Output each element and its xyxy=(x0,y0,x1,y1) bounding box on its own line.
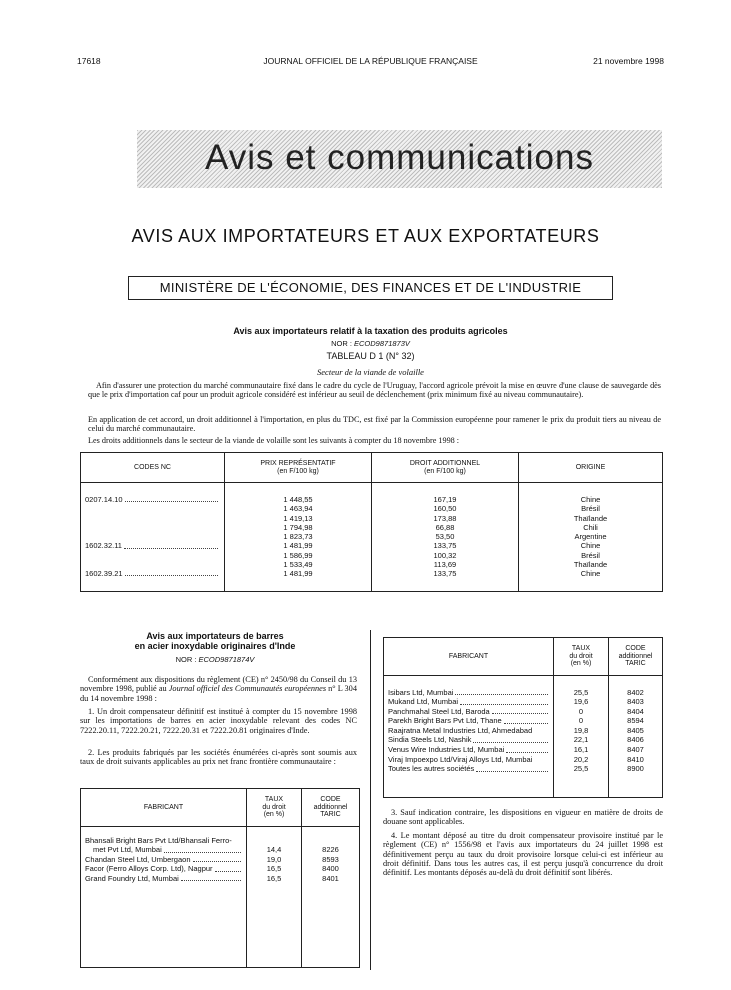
leader-dots xyxy=(181,874,241,882)
notice2-title xyxy=(80,631,350,651)
fabricant-name xyxy=(384,688,554,698)
publication-date: 21 novembre 1998 xyxy=(593,56,664,66)
notice2-nor xyxy=(80,655,350,664)
notice1-nor xyxy=(80,339,661,348)
code-entry xyxy=(85,495,220,504)
nc-code: 0207.14.10 xyxy=(85,495,123,504)
col-header-origine: ORIGINE xyxy=(519,453,663,483)
fabricant-name-text: Parekh Bright Bars Pvt Ltd, Thane xyxy=(388,716,502,726)
notice1-paragraph-1: Afin d'assurer une protection du marché communautaire fixé dans le cadre du cycle de l'Uruguay, l'accord agricole prévoit la mise en œuvre d'une clause de sauvegarde dès que le prix d'importation caf pour un produit agricole considéré est inférieur au seuil de déclenchement (prix minimum fixé au niveau communautaire). xyxy=(88,381,661,400)
leader-dots xyxy=(460,697,548,705)
droit-value: 100,32 xyxy=(433,550,457,560)
code-h2: additionnel xyxy=(313,803,348,811)
origine-value: Argentine xyxy=(574,532,607,542)
table-row xyxy=(384,764,663,774)
taux-value: 0 xyxy=(554,707,609,717)
origine-value: Brésil xyxy=(581,550,600,560)
taric-code: 8407 xyxy=(627,745,644,755)
table-row xyxy=(384,707,663,717)
taux-h1: TAUX xyxy=(264,795,284,803)
col-header-taux xyxy=(247,789,302,827)
section-banner xyxy=(137,130,662,188)
notice1-title: Avis aux importateurs relatif à la taxation des produits agricoles xyxy=(233,326,508,336)
prix-value: 1 481,99 xyxy=(283,541,313,551)
prix-value: 1 481,99 xyxy=(283,569,313,579)
table-body-row xyxy=(81,483,663,592)
col-header-taux xyxy=(554,638,609,676)
prix-value: 1 463,94 xyxy=(283,504,313,514)
fabricant-name xyxy=(384,716,554,726)
taric-code: 8406 xyxy=(627,735,644,745)
col-header-code xyxy=(302,789,360,827)
taric-code: 8410 xyxy=(627,754,644,764)
fabricant-name-text: Facor (Ferro Alloys Corp. Ltd), Nagpur xyxy=(85,864,213,874)
notice2-paragraph-1: 1. Un droit compensateur définitif est institué à compter du 15 novembre 1998 sur les importations de barres en acier inoxydable relevant des codes NC 7222.20.11, 7222.20.21, 7222.20.31 et 7222.20.81 originaires d'Inde. xyxy=(80,707,357,735)
prix-value: 1 823,73 xyxy=(283,532,313,542)
notice1-paragraph-3: Les droits additionnels dans le secteur de la viande de volaille sont les suivants à compter du 18 novembre 1998 : xyxy=(88,436,460,445)
column-divider xyxy=(370,630,371,970)
code-h2: additionnel xyxy=(618,652,653,660)
intro-journal-name: Journal officiel des Communautés européennes xyxy=(168,684,327,694)
leader-dots xyxy=(124,541,218,548)
droit-value: 173,88 xyxy=(433,513,457,523)
main-heading: AVIS AUX IMPORTATEURS ET AUX EXPORTATEURS xyxy=(131,226,600,246)
col-header-fabricant: FABRICANT xyxy=(81,789,247,827)
fabricant-name xyxy=(384,745,554,755)
origine-value: Chili xyxy=(583,522,598,532)
notice2-title-line2: en acier inoxydable originaires d'Inde xyxy=(134,641,296,651)
table-row xyxy=(81,874,360,884)
table-row xyxy=(384,745,663,755)
taric-code: 8593 xyxy=(322,854,339,864)
nor-label: NOR : xyxy=(331,339,355,348)
notice2-paragraph-4: 4. Le montant déposé au titre du droit compensateur provisoire institué par le règlement (CE) n° 1556/98 et l'avis aux importateurs du 24 juillet 1998 est définitivement perçu au taux du droit provisoire lorsque celui-ci est inférieur au droit définitif. Dans tous les autres cas, il est perçu jusqu'à concurrence du droit définitif. Les montants déposés au-delà du droit définitif sont libérés. xyxy=(383,831,663,878)
nor-code: ECOD9871873V xyxy=(354,339,410,348)
fabricant-name-text: Mukand Ltd, Mumbai xyxy=(388,697,459,707)
taux-h2: du droit xyxy=(569,652,593,660)
fabricant-name-text: Toutes les autres sociétés xyxy=(388,764,475,774)
taux-value: 25,5 xyxy=(554,764,609,774)
fabricant-name-text: Raajratna Metal Industries Ltd, Ahmedabad xyxy=(388,725,533,735)
table-row xyxy=(384,688,663,698)
droit-value: 53,50 xyxy=(435,532,455,542)
leader-dots xyxy=(476,764,548,772)
taux-h3: (en %) xyxy=(263,811,285,819)
table-row xyxy=(81,836,360,855)
notice2-paragraph-3: 3. Sauf indication contraire, les dispositions en vigueur en matière de droits de douane sont applicables. xyxy=(383,808,663,827)
droit-value: 66,88 xyxy=(435,522,455,532)
col-header-fabricant: FABRICANT xyxy=(384,638,554,676)
page-header xyxy=(77,56,664,70)
codes-column xyxy=(81,483,225,592)
col-header-droit xyxy=(372,453,519,483)
fabricant-name-text: Viraj Impoexpo Ltd/Viraj Alloys Ltd, Mumbai xyxy=(388,754,533,764)
taric-code: 8900 xyxy=(627,764,644,774)
taux-value: 25,5 xyxy=(554,688,609,698)
prix-header-label: PRIX REPRÉSENTATIF xyxy=(260,459,336,467)
manufacturers-table-right xyxy=(383,637,663,798)
origine-value: Thaïlande xyxy=(573,560,608,570)
fabricant-name-line2 xyxy=(85,845,243,855)
notice1-paragraph-2: En application de cet accord, un droit additionnel à l'importation, en plus du TDC, est fixé par la Commission européenne pour ramener le prix du produit tiers au niveau de celui du marché communautaire. xyxy=(88,415,661,434)
prix-value: 1 448,55 xyxy=(283,495,313,504)
notice2-paragraph-2: 2. Les produits fabriqués par les sociétés énumérées ci-après sont soumis aux taux de droit suivants applicables au prix net franc frontière communautaire : xyxy=(80,748,357,767)
table-row xyxy=(384,697,663,707)
col-header-codes: CODES NC xyxy=(81,453,225,483)
notice2-intro xyxy=(80,675,357,703)
banner-title: Avis et communications xyxy=(204,138,594,177)
nc-code: 1602.32.11 xyxy=(85,541,122,551)
leader-dots xyxy=(504,716,548,724)
fabricant-name-text: Isibars Ltd, Mumbai xyxy=(388,687,454,697)
notice1-sector: Secteur de la viande de volaille xyxy=(317,367,424,377)
code-h3: TARIC xyxy=(320,811,341,819)
table-row xyxy=(384,716,663,726)
droit-value: 160,50 xyxy=(433,504,457,514)
nor-label: NOR : xyxy=(175,655,199,664)
notice2-title-line1: Avis aux importateurs de barres xyxy=(146,631,284,641)
intro-text: Conformément aux dispositions du règlement (CE) n° 2450/98 du Conseil du 13 novembre 1998, publié au xyxy=(80,675,357,694)
leader-dots xyxy=(125,569,218,576)
origine-value: Chine xyxy=(580,569,601,579)
taric-code: 8400 xyxy=(322,864,339,874)
manufacturers-table-left xyxy=(80,788,360,968)
code-h3: TARIC xyxy=(625,660,646,668)
leader-dots xyxy=(125,495,218,502)
col-header-prix xyxy=(225,453,372,483)
taux-value: 22,1 xyxy=(554,735,609,745)
leader-dots xyxy=(164,845,241,853)
fabricant-name-text: Grand Foundry Ltd, Mumbai xyxy=(85,873,179,883)
taric-code: 8594 xyxy=(627,716,644,726)
taric-code: 8403 xyxy=(627,697,644,707)
fabricant-name-text: Panchmahal Steel Ltd, Baroda xyxy=(388,706,490,716)
leader-dots xyxy=(455,688,548,696)
intro-text-end: n° L 304 du 14 novembre 1998 : xyxy=(80,684,357,703)
taux-value: 19,8 xyxy=(554,726,609,736)
taux-value: 19,6 xyxy=(554,697,609,707)
col-header-code xyxy=(609,638,663,676)
fabricant-name xyxy=(384,755,554,765)
taux-value: 16,5 xyxy=(247,874,302,884)
prix-value: 1 586,99 xyxy=(283,550,313,560)
droit-column xyxy=(372,483,519,592)
taux-value: 16,1 xyxy=(554,745,609,755)
page-number: 17618 xyxy=(77,56,101,66)
table-row xyxy=(384,755,663,765)
droit-header-unit: (en F/100 kg) xyxy=(424,467,466,475)
origine-value: Chine xyxy=(580,541,601,551)
fabricant-name-text: Venus Wire Industries Ltd, Mumbai xyxy=(388,745,505,755)
origine-column xyxy=(519,483,663,592)
fabricant-name xyxy=(384,735,554,745)
fabricant-name-text: Sindia Steels Ltd, Nashik xyxy=(388,735,472,745)
table-row xyxy=(81,864,360,874)
taric-code: 8405 xyxy=(627,725,644,735)
fabricant-name xyxy=(384,707,554,717)
fabricant-name xyxy=(81,855,247,865)
taric-code: 8402 xyxy=(627,687,644,697)
leader-dots xyxy=(506,745,548,753)
origine-value: Thaïlande xyxy=(573,513,608,523)
table-row xyxy=(384,735,663,745)
prix-header-unit: (en F/100 kg) xyxy=(277,467,319,475)
leader-dots xyxy=(473,735,548,743)
prix-column xyxy=(225,483,372,592)
droit-value: 133,75 xyxy=(433,541,457,551)
code-h1: CODE xyxy=(625,644,646,652)
droit-value: 113,69 xyxy=(433,560,457,570)
code-h1: CODE xyxy=(320,795,341,803)
code-entry xyxy=(85,569,220,578)
fabricant-name xyxy=(81,864,247,874)
fabricant-name xyxy=(81,836,247,855)
nc-code: 1602.39.21 xyxy=(85,569,123,579)
taux-value: 19,0 xyxy=(247,855,302,865)
taux-value: 16,5 xyxy=(247,864,302,874)
fabricant-name xyxy=(384,726,554,736)
taux-value: 0 xyxy=(554,716,609,726)
origine-value: Chine xyxy=(580,495,601,504)
taux-value: 14,4 xyxy=(247,836,302,855)
prix-value: 1 419,13 xyxy=(283,513,313,523)
poultry-duties-table xyxy=(80,452,663,592)
taric-code: 8404 xyxy=(627,706,644,716)
taux-h2: du droit xyxy=(262,803,286,811)
table-row xyxy=(384,726,663,736)
code-entry xyxy=(85,541,220,550)
fabricant-name-text: Chandan Steel Ltd, Umbergaon xyxy=(85,854,191,864)
taux-value: 20,2 xyxy=(554,755,609,765)
leader-dots xyxy=(492,707,548,715)
droit-header-label: DROIT ADDITIONNEL xyxy=(409,459,481,467)
fabricant-name xyxy=(81,874,247,884)
taric-code: 8226 xyxy=(322,845,339,855)
droit-value: 167,19 xyxy=(433,495,457,504)
prix-value: 1 794,98 xyxy=(283,522,313,532)
origine-value: Brésil xyxy=(581,504,600,514)
droit-value: 133,75 xyxy=(433,569,457,579)
prix-value: 1 533,49 xyxy=(283,560,313,570)
leader-dots xyxy=(193,855,242,863)
fabricant-name-line1: Bhansali Bright Bars Pvt Ltd/Bhansali Ferro- xyxy=(85,835,232,845)
table-row xyxy=(81,855,360,865)
fabricant-name xyxy=(384,764,554,774)
fabricant-name-text: met Pvt Ltd, Mumbai xyxy=(93,845,162,855)
taux-h1: TAUX xyxy=(571,644,591,652)
nor-code: ECOD9871874V xyxy=(198,655,255,664)
leader-dots xyxy=(215,864,241,872)
taric-code: 8401 xyxy=(322,873,339,883)
ministry-box: MINISTÈRE DE L'ÉCONOMIE, DES FINANCES ET DE L'INDUSTRIE xyxy=(128,276,613,300)
notice1-tableau: TABLEAU D 1 (N° 32) xyxy=(326,351,415,361)
fabricant-name xyxy=(384,697,554,707)
taux-h3: (en %) xyxy=(570,660,592,668)
journal-title: JOURNAL OFFICIEL DE LA RÉPUBLIQUE FRANÇAISE xyxy=(263,56,478,66)
